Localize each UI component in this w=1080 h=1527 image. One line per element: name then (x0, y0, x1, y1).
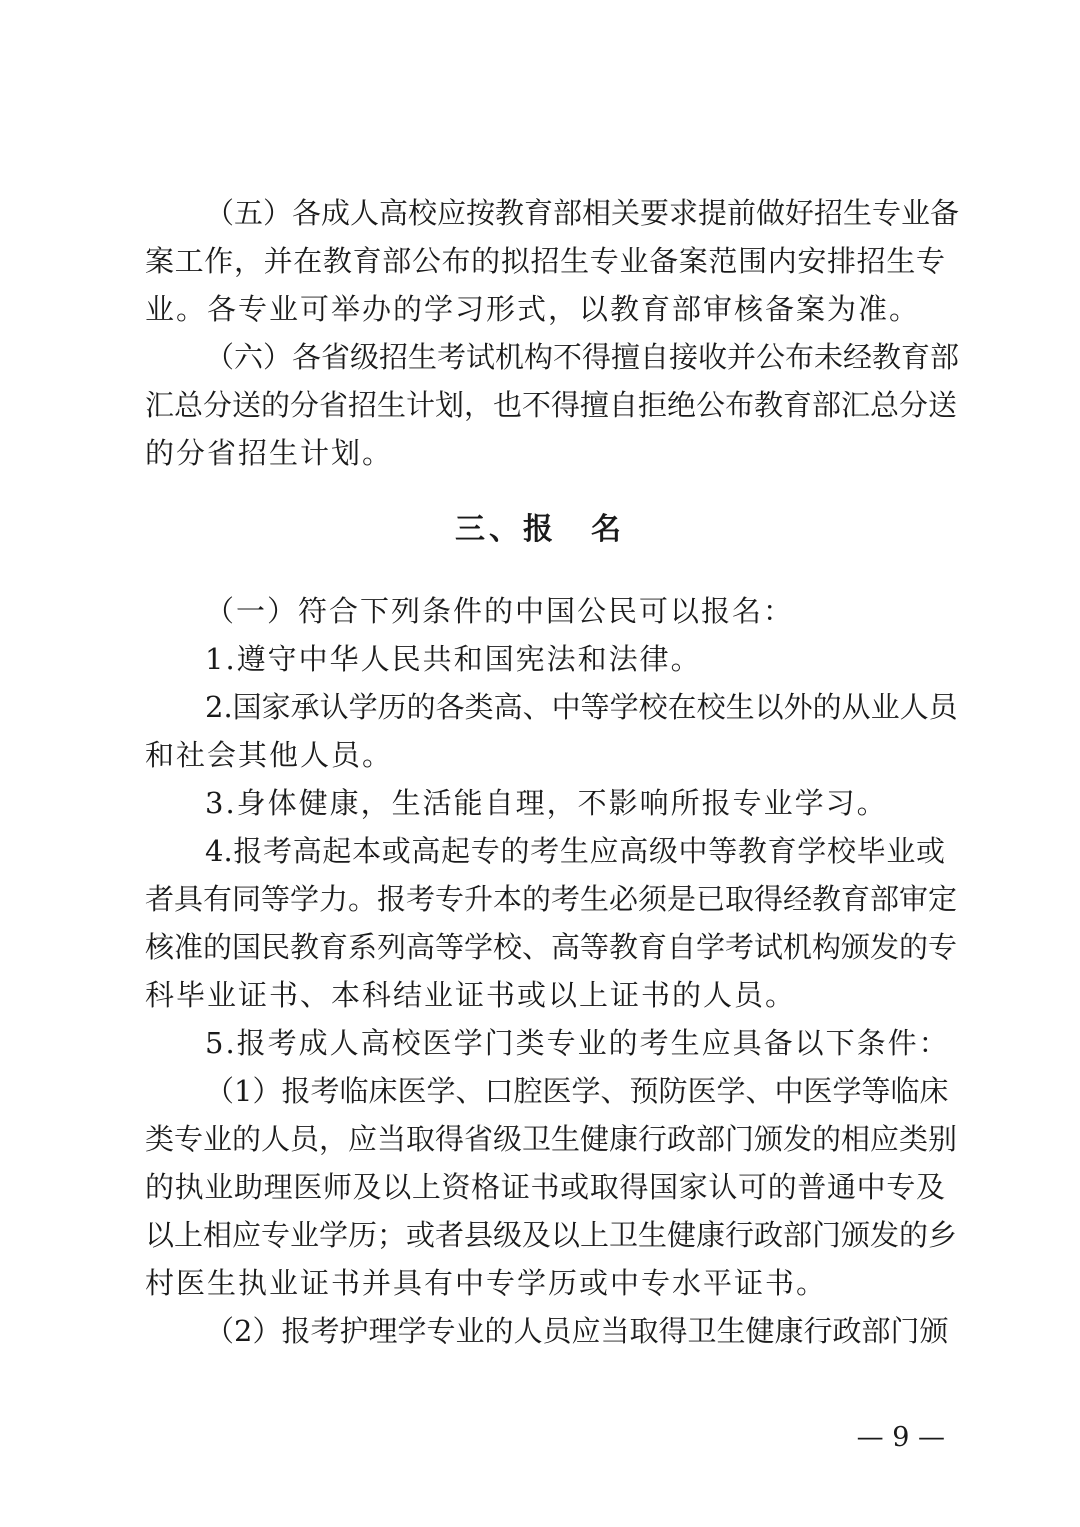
paragraph-6-line-1: （六）各省级招生考试机构不得擅自接收并公布未经教育部 (205, 340, 960, 374)
paragraph-5-line-1: （五）各成人高校应按教育部相关要求提前做好招生专业备 (205, 196, 960, 230)
condition-5: 5.报考成人高校医学门类专业的考生应具备以下条件： (205, 1026, 950, 1060)
item-1-intro: （一）符合下列条件的中国公民可以报名： (205, 594, 795, 628)
condition-3: 3.身体健康，生活能自理，不影响所报专业学习。 (205, 786, 888, 820)
paragraph-5-line-3: 业。各专业可举办的学习形式，以教育部审核备案为准。 (145, 292, 921, 326)
condition-4-line-4: 科毕业证书、本科结业证书或以上证书的人员。 (145, 978, 797, 1012)
paragraph-6-line-3: 的分省招生计划。 (145, 436, 394, 470)
sub-1-line-4: 以上相应专业学历；或者县级及以上卫生健康行政部门颁发的乡 (145, 1218, 958, 1252)
paragraph-6-line-2: 汇总分送的分省招生计划，也不得擅自拒绝公布教育部汇总分送 (145, 388, 958, 422)
sub-1-line-1: （1）报考临床医学、口腔医学、预防医学、中医学等临床 (205, 1074, 949, 1108)
condition-4-line-1: 4.报考高起本或高起专的考生应高级中等教育学校毕业或 (205, 834, 945, 868)
condition-4-line-3: 核准的国民教育系列高等学校、高等教育自学考试机构颁发的专 (145, 930, 958, 964)
sub-1-line-5: 村医生执业证书并具有中专学历或中专水平证书。 (145, 1266, 828, 1300)
sub-1-line-2: 类专业的人员，应当取得省级卫生健康行政部门颁发的相应类别 (145, 1122, 958, 1156)
condition-2-line-1: 2.国家承认学历的各类高、中等学校在校生以外的从业人员 (205, 690, 958, 724)
condition-4-line-2: 者具有同等学力。报考专升本的考生必须是已取得经教育部审定 (145, 882, 958, 916)
condition-1: 1.遵守中华人民共和国宪法和法律。 (205, 642, 702, 676)
page-number: — 9 — (856, 1422, 945, 1453)
condition-2-line-2: 和社会其他人员。 (145, 738, 394, 772)
paragraph-5-line-2: 案工作，并在教育部公布的拟招生专业备案范围内安排招生专 (145, 244, 945, 278)
sub-1-line-3: 的执业助理医师及以上资格证书或取得国家认可的普通中专及 (145, 1170, 945, 1204)
sub-2-line-1: （2）报考护理学专业的人员应当取得卫生健康行政部门颁 (205, 1314, 949, 1348)
section-heading: 三、报 名 (455, 512, 625, 547)
